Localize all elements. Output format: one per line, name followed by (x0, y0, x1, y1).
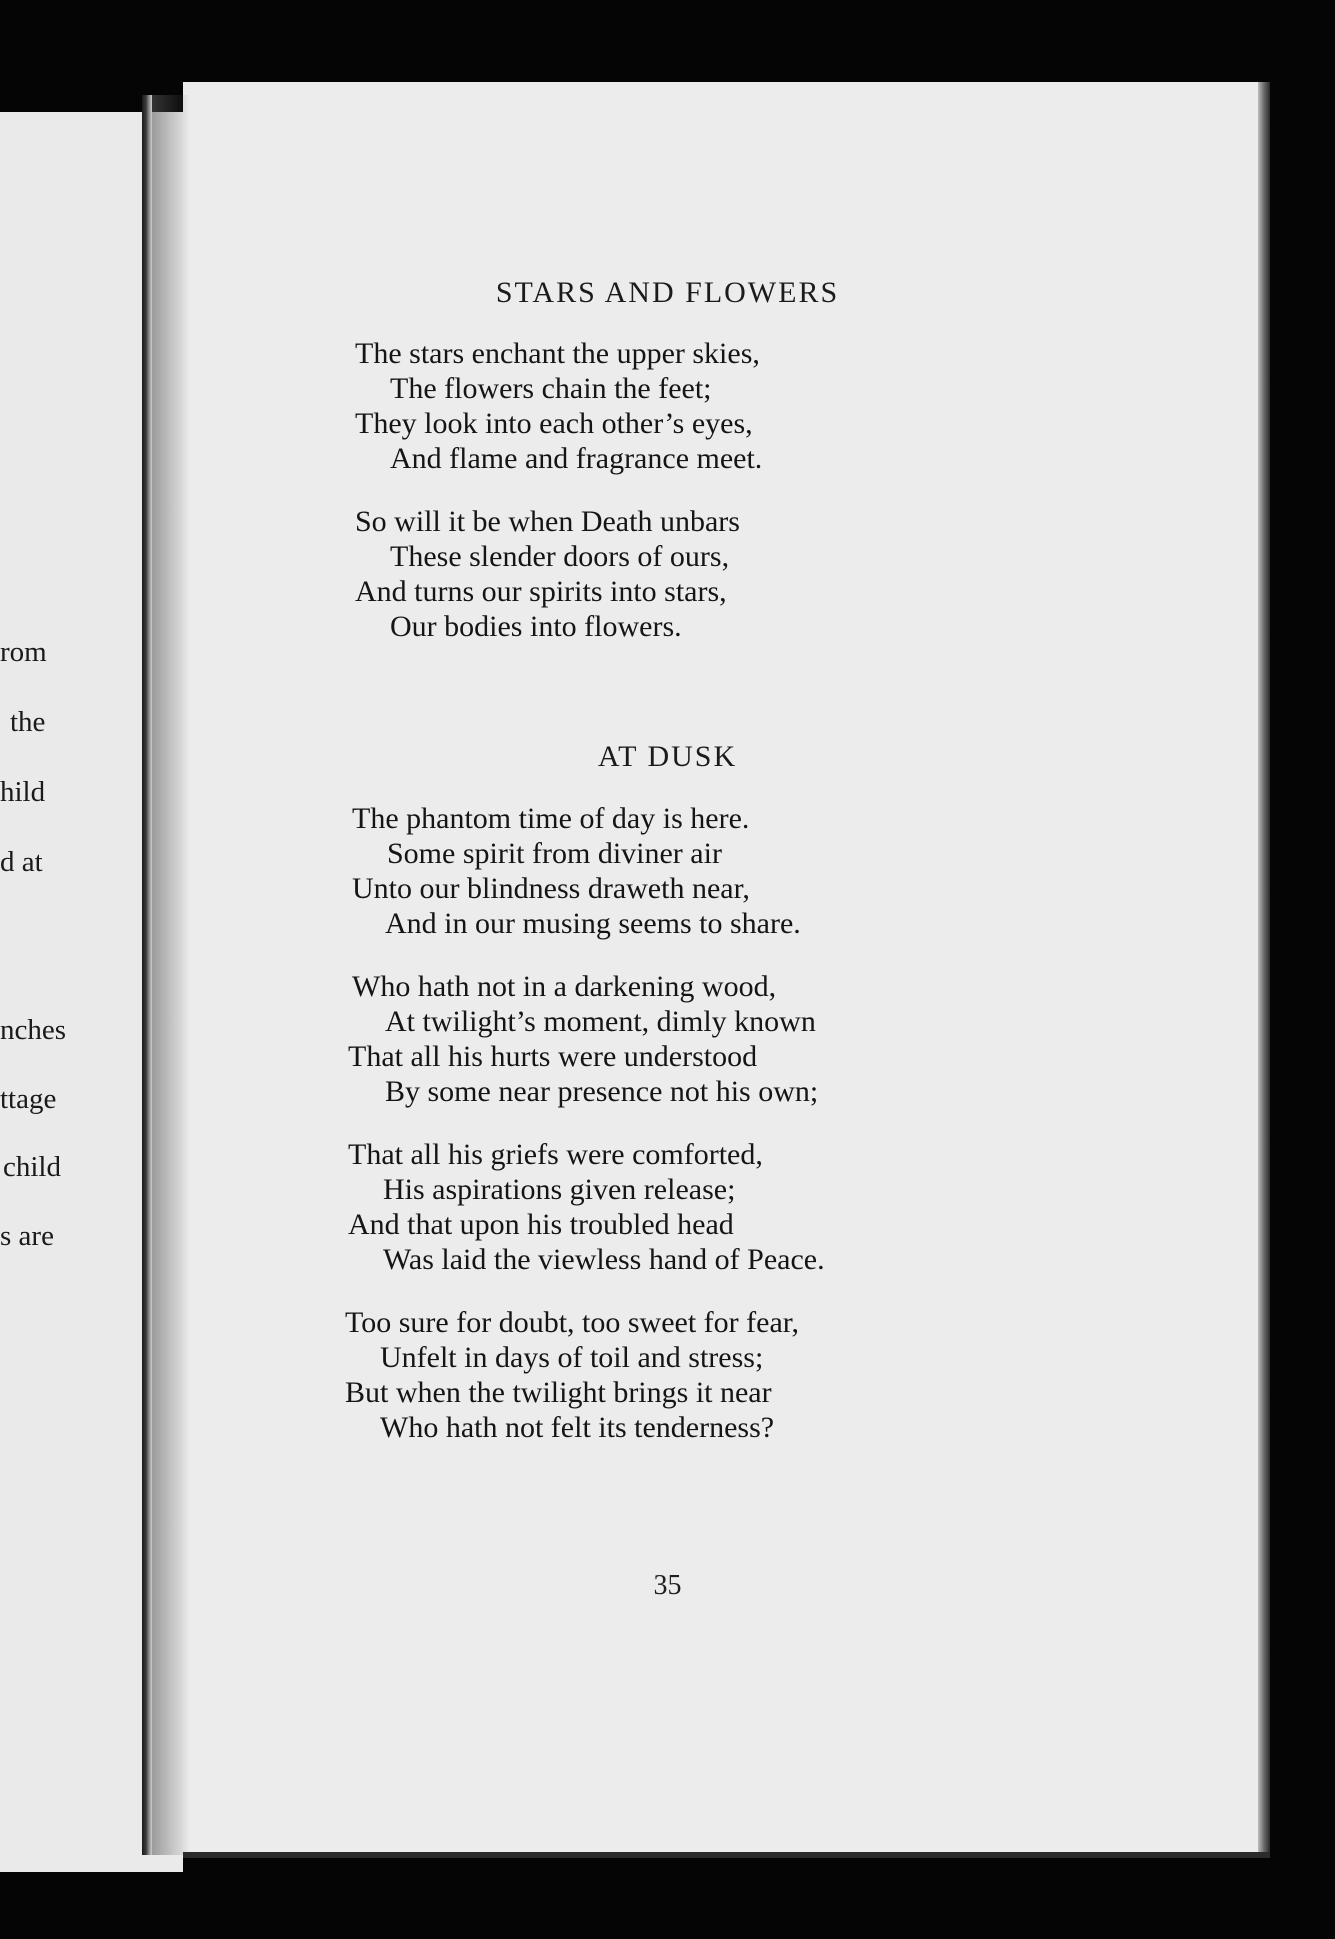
poem-title: AT DUSK (597, 740, 738, 773)
verse-line: These slender doors of ours, (390, 540, 730, 573)
verse-line: Unfelt in days of toil and stress; (380, 1341, 764, 1374)
verse-line: That all his hurts were understood (348, 1040, 758, 1073)
left-fragment: ttage (0, 1083, 57, 1115)
verse-line: Some spirit from diviner air (387, 837, 722, 870)
verse-line: And that upon his troubled head (348, 1208, 734, 1241)
verse-line: The phantom time of day is here. (352, 802, 750, 835)
verse-line: At twilight’s moment, dimly known (385, 1005, 816, 1038)
verse-line: Was laid the viewless hand of Peace. (383, 1243, 825, 1276)
verse-line: The flowers chain the feet; (390, 372, 712, 405)
verse-line: They look into each other’s eyes, (355, 407, 753, 440)
left-fragment: the (10, 706, 46, 738)
verse-line: And in our musing seems to share. (385, 907, 801, 940)
left-fragment: nches (0, 1014, 67, 1046)
verse-line: Unto our blindness draweth near, (352, 872, 750, 905)
page-bottom-edge (183, 1852, 1270, 1858)
verse-line: Who hath not in a darkening wood, (352, 970, 777, 1003)
left-fragment: rom (0, 636, 47, 668)
left-fragment: s are (0, 1220, 54, 1252)
verse-line: His aspirations given release; (383, 1173, 736, 1206)
verse-line: The stars enchant the upper skies, (355, 337, 760, 370)
verse-line: Our bodies into flowers. (390, 610, 682, 643)
poem-title: STARS AND FLOWERS (495, 276, 840, 309)
verse-line: Who hath not felt its tenderness? (380, 1411, 775, 1444)
verse-line: Too sure for doubt, too sweet for fear, (345, 1306, 800, 1339)
page-number: 35 (653, 1570, 682, 1601)
verse-line: That all his griefs were comforted, (348, 1138, 763, 1171)
verse-line: And turns our spirits into stars, (355, 575, 727, 608)
verse-line: But when the twilight brings it near (345, 1376, 772, 1409)
left-fragment: child (3, 1151, 61, 1183)
left-fragment: d at (0, 846, 43, 878)
verse-line: And flame and fragrance meet. (390, 442, 763, 475)
verse-line: By some near presence not his own; (385, 1075, 819, 1108)
verse-line: So will it be when Death unbars (355, 505, 740, 538)
left-fragment: hild (0, 776, 46, 808)
